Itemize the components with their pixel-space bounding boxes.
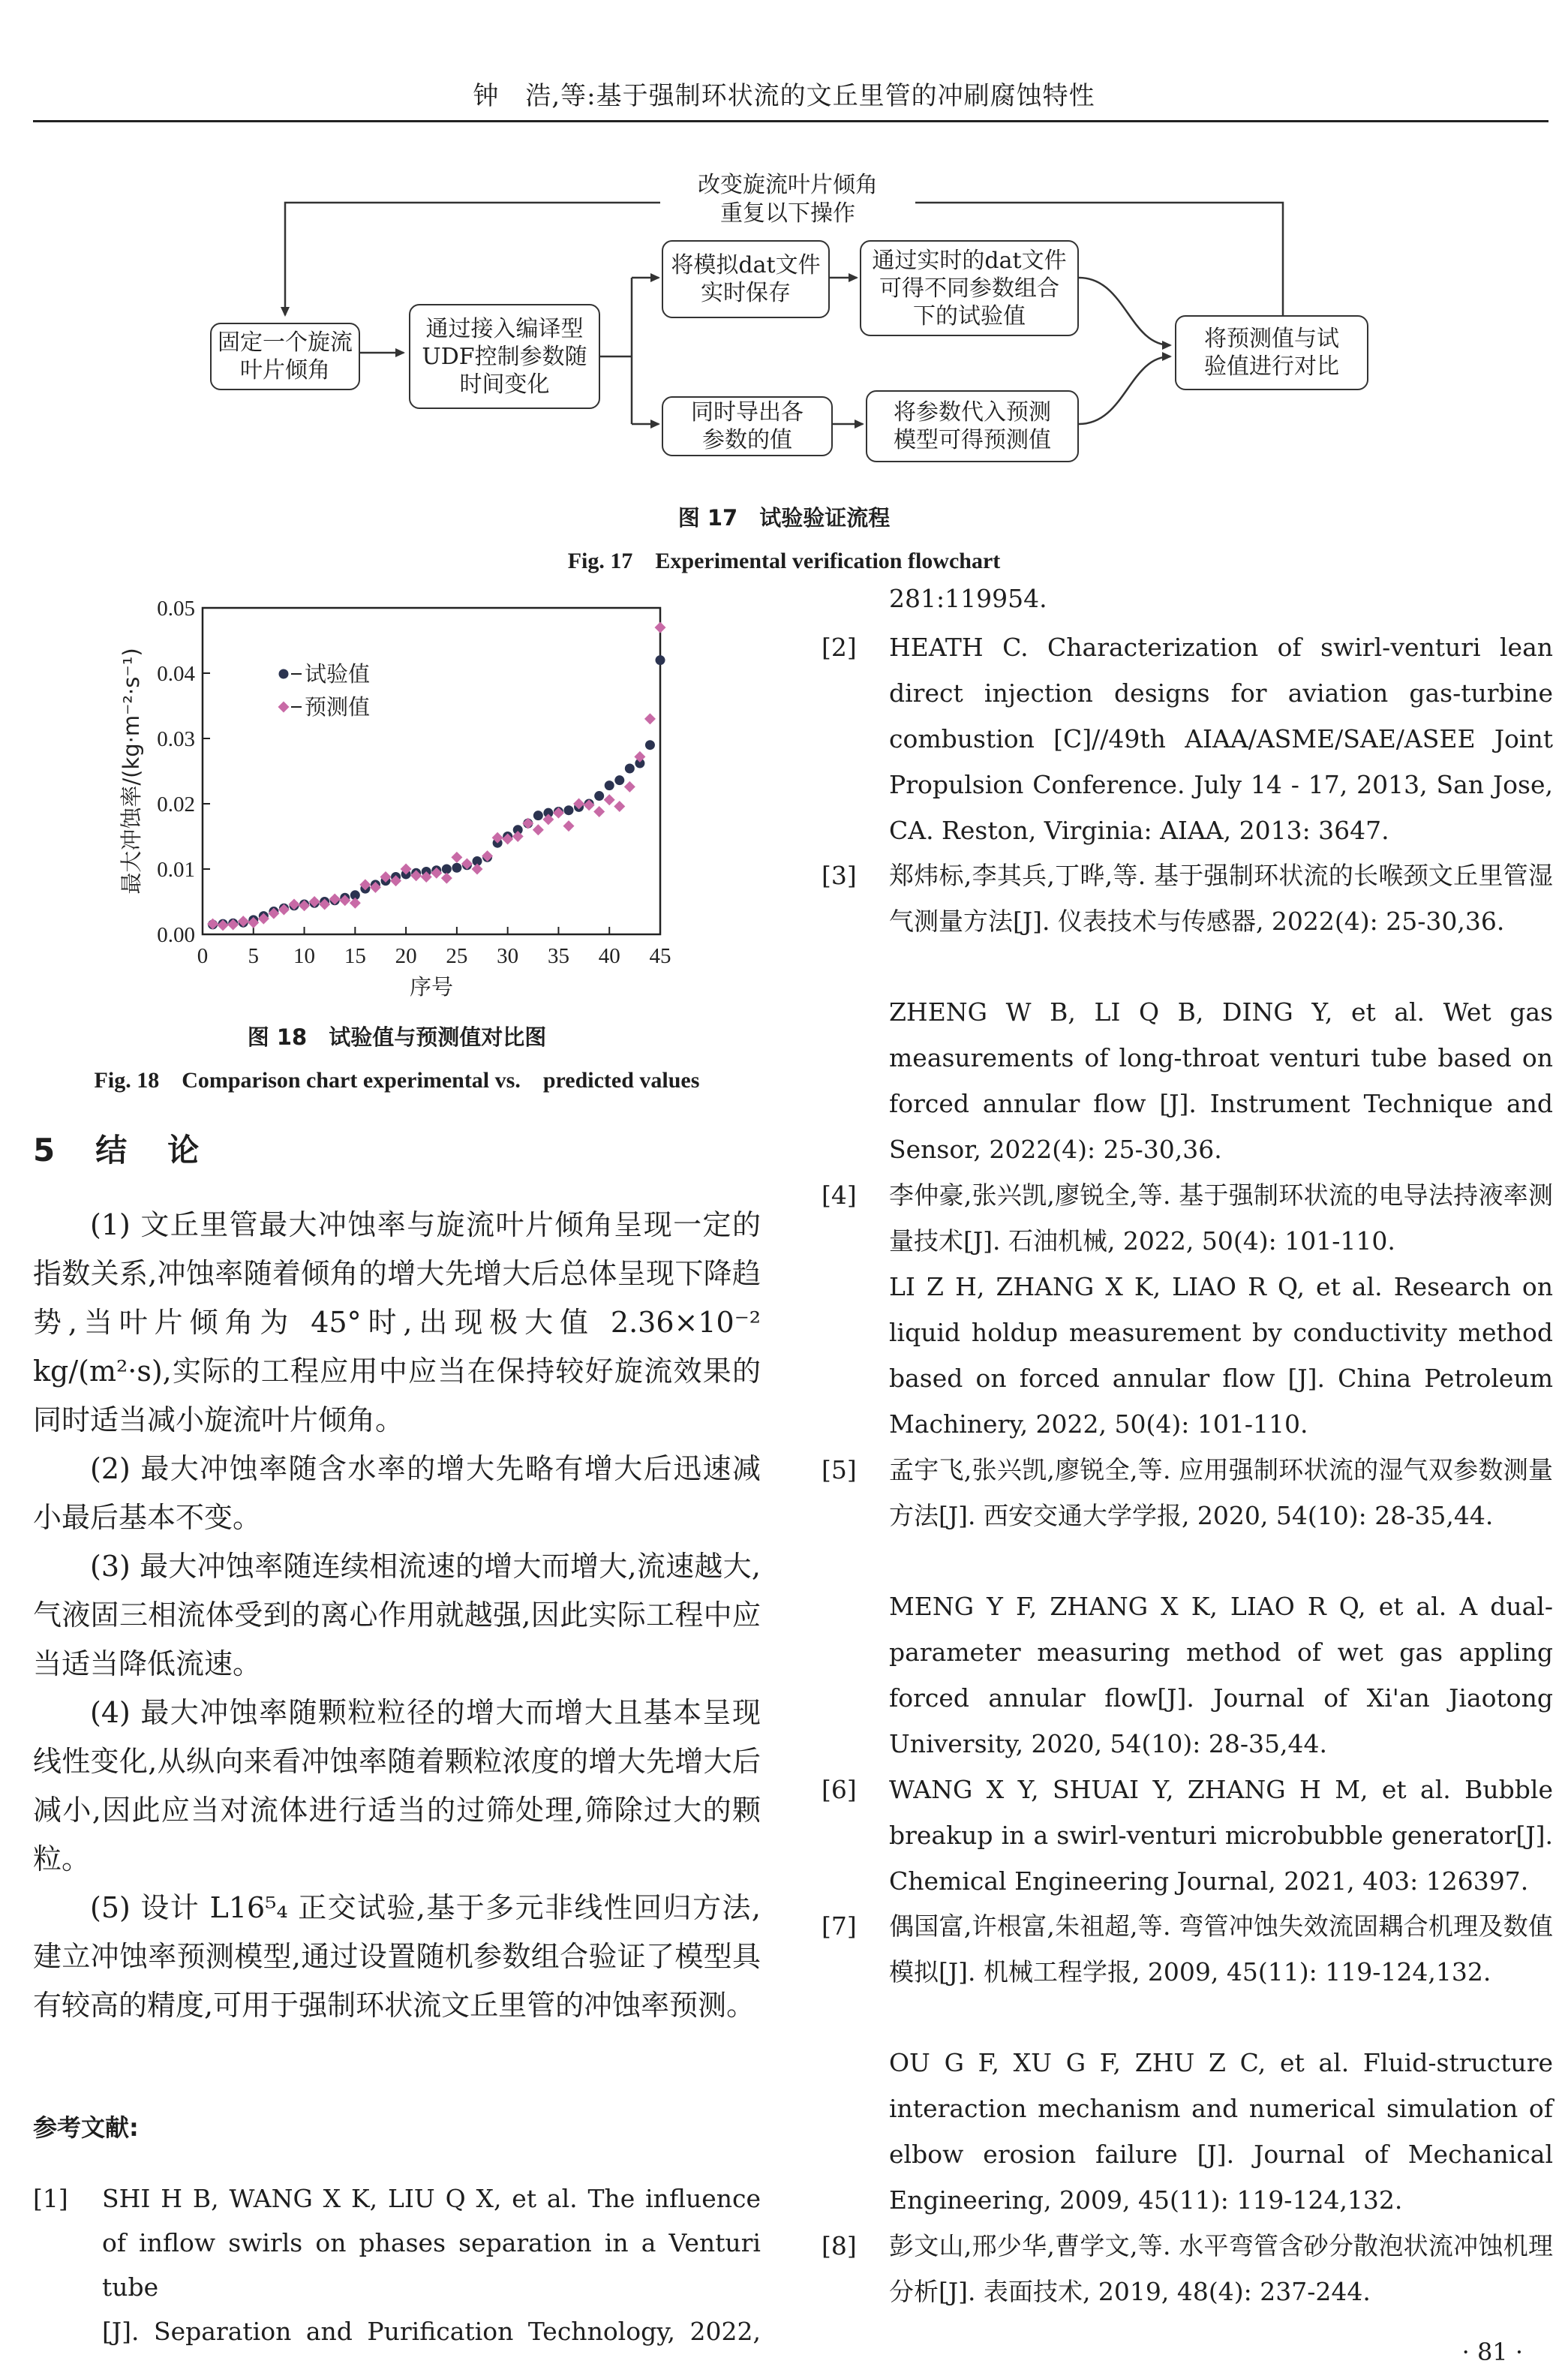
x-tick-label: 45 — [649, 944, 671, 968]
box-udf: 通过接入编译型 UDF控制参数随 时间变化 — [409, 304, 600, 409]
reference-7-en: OU G F, XU G F, ZHU Z C, et al. Fluid-structure interaction mechanism and numerical simulation of elbow erosion failure [J]. Journal of Mechanical Engineering, 2009, 45(11): 119-124,132. — [889, 2048, 1553, 2215]
data-point-test — [594, 791, 604, 801]
data-point-predicted — [207, 919, 218, 930]
box-export-params: 同时导出各 参数的值 — [662, 396, 833, 456]
fig17-caption-cn: 图 17 试验验证流程 — [677, 505, 891, 531]
reference-7: [7] 偶国富,许根富,朱祖超,等. 弯管冲蚀失效流固耦合机理及数值模拟[J]. 机械工程学报, 2009, 45(11): 119-124,132. — [822, 1911, 1553, 1987]
legend-marker-predicted — [278, 702, 290, 713]
legend-label: 预测值 — [305, 694, 371, 720]
conclusion-1: (1) 文丘里管最大冲蚀率与旋流叶片倾角呈现一定的指数关系,冲蚀率随着倾角的增大先增大后总体呈现下降趋势,当叶片倾角为 45°时,出现极大值 2.36×10⁻² kg/(m²·s),实际的工程应用中应当在保持较好旋流效果的同时适当减小旋流叶片倾角。 — [33, 1208, 761, 1436]
reference-1-continued: 281:119954. — [889, 584, 1047, 613]
legend-marker-test — [279, 669, 289, 679]
section-title: 5 结 论 — [33, 1132, 204, 1168]
loop-label: 改变旋流叶片倾角 重复以下操作 — [660, 171, 915, 228]
reference-5: [5] 孟宇飞,张兴凯,廖锐全,等. 应用强制环状流的湿气双参数测量方法[J]. 西安交通大学学报, 2020, 54(10): 28-35,44. — [822, 1455, 1553, 1530]
reference-8: [8] 彭文山,邢少华,曹学文,等. 水平弯管含砂分散泡状流冲蚀机理分析[J]. 表面技术, 2019, 48(4): 237-244. — [822, 2231, 1553, 2306]
conclusion-3: (3) 最大冲蚀率随连续相流速的增大而增大,流速越大,气液固三相流体受到的离心作用就越强,因此实际工程中应当适当降低流速。 — [33, 1550, 761, 1680]
conclusion-2: (2) 最大冲蚀率随含水率的增大先略有增大后迅速减小最后基本不变。 — [33, 1452, 761, 1534]
y-tick-label: 0.04 — [157, 662, 195, 686]
data-point-predicted — [604, 794, 615, 805]
reference-6: [6] WANG X Y, SHUAI Y, ZHANG H M, et al. Bubble breakup in a swirl-venturi microbubble generator[J]. Chemical Engineering Journal, 2021, 403: 126397. — [822, 1775, 1553, 1896]
x-tick-label: 40 — [598, 944, 620, 968]
y-tick-label: 0.03 — [157, 727, 195, 751]
data-point-predicted — [451, 852, 462, 863]
x-tick-label: 20 — [395, 944, 417, 968]
box-fix-angle: 固定一个旋流 叶片倾角 — [210, 323, 360, 390]
data-point-predicted — [472, 864, 483, 875]
box-save-dat: 将模拟dat文件 实时保存 — [662, 240, 830, 318]
box-predict: 将参数代入预测 模型可得预测值 — [866, 390, 1079, 462]
conclusion-5: (5) 设计 L16⁵₄ 正交试验,基于多元非线性回归方法,建立冲蚀率预测模型,通过设置随机参数组合验证了模型具有较高的精度,可用于强制环状流文丘里管的冲蚀率预测。 — [33, 1891, 761, 2022]
x-tick-label: 5 — [248, 944, 260, 968]
box-compare: 将预测值与试 验值进行对比 — [1175, 315, 1368, 390]
curve-test-to-compare — [1079, 278, 1170, 345]
conclusion-4: (4) 最大冲蚀率随颗粒粒径的增大而增大且基本呈现线性变化,从纵向来看冲蚀率随着颗粒浓度的增大先增大后减小,因此应当对流体进行适当的过筛处理,筛除过大的颗粒。 — [33, 1696, 761, 1875]
references-title: 参考文献: — [33, 2113, 139, 2142]
comparison-scatter-chart — [0, 0, 773, 1006]
y-tick-label: 0.01 — [157, 858, 195, 882]
data-point-predicted — [593, 806, 605, 817]
y-tick-label: 0.02 — [157, 792, 195, 817]
reference-4-en: LI Z H, ZHANG X K, LIAO R Q, et al. Research on liquid holdup measurement by conductivity method based on forced annular flow [J]. China Petroleum Machinery, 2022, 50(4): 101-110. — [889, 1272, 1553, 1439]
data-point-test — [645, 740, 655, 750]
data-point-test — [605, 780, 614, 790]
fig18-caption-cn: 图 18 试验值与预测值对比图 — [247, 1024, 547, 1050]
x-tick-label: 15 — [344, 944, 366, 968]
data-point-test — [656, 655, 665, 665]
data-point-predicted — [614, 801, 625, 812]
data-point-predicted — [563, 820, 575, 832]
plot-frame — [203, 608, 660, 934]
reference-3-en: ZHENG W B, LI Q B, DING Y, et al. Wet gas measurements of long-throat venturi tube based on forced annular flow [J]. Instrument Technique and Sensor, 2022(4): 25-30,36. — [889, 997, 1553, 1164]
x-tick-label: 0 — [197, 944, 209, 968]
y-axis-label: 最大冲蚀率/(kg·m⁻²·s⁻¹) — [119, 648, 144, 895]
fig17-caption-en: Fig. 17 Experimental verification flowchart — [567, 549, 1001, 573]
reference-2: [2] HEATH C. Characterization of swirl-venturi lean direct injection designs for aviation gas-turbine combustion [C]//49th AIAA/ASME/SAE/ASEE Joint Propulsion Conference. July 14 - 17, 2013, San Jose, CA. Reston, Virginia: AIAA, 2013: 3647. — [822, 633, 1553, 845]
x-tick-label: 25 — [446, 944, 468, 968]
x-axis-label: 序号 — [409, 974, 454, 1000]
x-tick-label: 35 — [547, 944, 569, 968]
box-test-values: 通过实时的dat文件 可得不同参数组合 下的试验值 — [860, 240, 1079, 336]
data-point-test — [533, 811, 543, 820]
running-header: 钟 浩,等:基于强制环状流的文丘里管的冲刷腐蚀特性 — [473, 81, 1095, 111]
data-point-test — [564, 805, 574, 815]
data-point-test — [614, 775, 624, 785]
data-point-test — [625, 764, 635, 774]
fig18-caption-en: Fig. 18 Comparison chart experimental vs. predicted values — [94, 1068, 700, 1093]
y-tick-label: 0.05 — [157, 597, 195, 621]
data-point-predicted — [624, 781, 635, 792]
x-tick-label: 30 — [497, 944, 519, 968]
reference-1: [1] SHI H B, WANG X K, LIU Q X, et al. The influence of inflow swirls on phases separation in a Venturi tube [J]. Separation and Purification Technology, 2022, — [33, 2184, 761, 2346]
reference-4: [4] 李仲豪,张兴凯,廖锐全,等. 基于强制环状流的电导法持液率测量技术[J]. 石油机械, 2022, 50(4): 101-110. — [822, 1180, 1553, 1256]
data-point-predicted — [350, 898, 361, 909]
page-number: · 81 · — [1461, 2338, 1523, 2366]
data-point-predicted — [655, 622, 666, 633]
data-point-predicted — [644, 713, 656, 724]
y-tick-label: 0.00 — [157, 923, 195, 947]
x-tick-label: 10 — [293, 944, 316, 968]
data-point-test — [452, 863, 461, 873]
curve-predict-to-compare — [1079, 356, 1170, 424]
data-point-predicted — [533, 824, 544, 835]
reference-5-en: MENG Y F, ZHANG X K, LIAO R Q, et al. A dual-parameter measuring method of wet gas appling forced annular flow[J]. Journal of Xi'an Jiaotong University, 2020, 54(10): 28-35,44. — [889, 1592, 1553, 1758]
reference-3: [3] 郑炜标,李其兵,丁晔,等. 基于强制环状流的长喉颈文丘里管湿气测量方法[J]. 仪表技术与传感器, 2022(4): 25-30,36. — [822, 861, 1553, 936]
data-point-predicted — [441, 873, 452, 884]
data-point-predicted — [522, 818, 533, 829]
legend-label: 试验值 — [305, 661, 371, 687]
data-point-test — [442, 865, 452, 874]
